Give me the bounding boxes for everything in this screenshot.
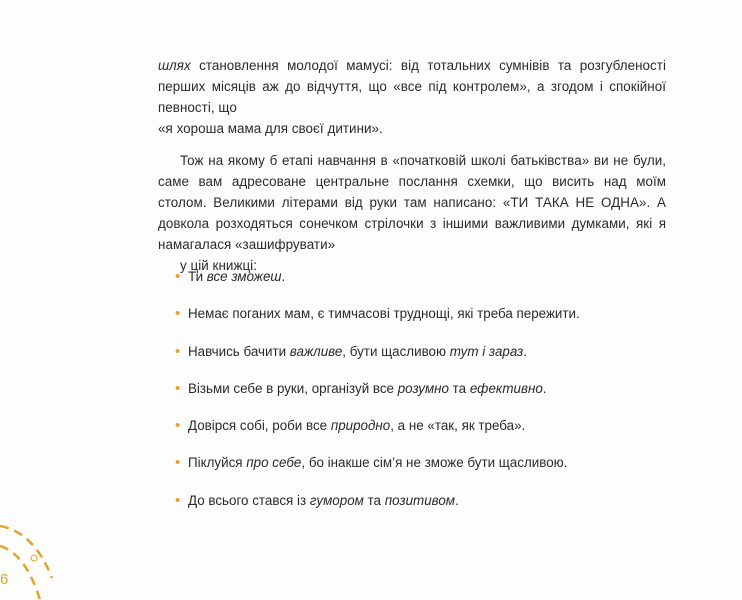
bullet-emphasis: все зможеш [206, 269, 282, 284]
bullet-dot-icon: • [175, 417, 181, 435]
bullet-text: , а не «так, як треба». [390, 418, 526, 434]
bullet-dot-icon: • [175, 342, 181, 360]
bullet-text: Довірся собі, роби все [188, 418, 331, 434]
bullet-item [175, 378, 655, 399]
bullet-item [175, 303, 655, 324]
bullet-emphasis: гумором [309, 492, 364, 508]
bullet-emphasis: важливе [289, 343, 343, 359]
corner-decoration-icon [0, 518, 60, 600]
bullet-text: . [523, 343, 527, 359]
bullet-item [175, 452, 655, 473]
bullet-item [175, 266, 655, 287]
bullet-emphasis: розумно [397, 380, 449, 396]
paragraph-1 [158, 55, 666, 139]
bullet-emphasis: ефективно [469, 380, 543, 396]
paragraph-2-text: Тож на якому б етапі навчання в «початковій школі батьківства» ви не були, саме вам адресоване центральне послання схемки, що висить над моїм столом. Великими літерами від руки там написано: «ТИ ТАКА НЕ ОДНА». А довкола розходяться сонечком стрілочки з іншими важливими думками, які я намагалася «зашифрувати» [158, 153, 666, 252]
bullet-dot-icon: • [175, 305, 181, 323]
bullet-emphasis: природно [330, 418, 391, 434]
bullet-text: До всього стався із [188, 492, 310, 508]
paragraph-1-lead: шлях [158, 58, 191, 73]
page-number: 6 [0, 571, 9, 588]
bullet-item [175, 490, 655, 511]
paragraph-1-text: становлення молодої мамусі: від тотальних сумнівів та розгубленості перших місяців аж до відчуття, що «все під контролем», а згодом і спокійної певності, що [158, 58, 666, 115]
bullet-text: , бо інакше сім’я не зможе бути щасливою. [301, 455, 568, 471]
bullet-emphasis: тут і зараз [449, 343, 524, 359]
bullet-emphasis: позитивом [384, 492, 455, 508]
bullet-text: Немає поганих мам, є тимчасові труднощі, які треба пережити. [188, 306, 580, 322]
bullet-text: та [448, 380, 470, 396]
bullet-text: . [454, 492, 459, 508]
bullet-text: Візьми себе в руки, організуй все [188, 380, 398, 396]
bullet-item [175, 341, 655, 362]
bullet-list [175, 266, 655, 527]
paragraph-1-last-line: «я хороша мама для своєї дитини». [158, 121, 383, 136]
bullet-text: та [363, 492, 385, 508]
bullet-text: Піклуйся [188, 455, 247, 471]
bullet-text: Навчись бачити [188, 343, 290, 359]
bullet-emphasis: про себе [246, 455, 302, 471]
bullet-text: . [542, 380, 547, 396]
bullet-text: Ти [188, 269, 207, 284]
paragraph-2 [158, 150, 666, 276]
paragraph-2-last-line: у цій книжці: [180, 258, 257, 273]
bullet-dot-icon: • [175, 379, 181, 397]
bullet-dot-icon: • [175, 454, 181, 472]
bullet-text: , бути щасливою [342, 343, 450, 359]
bullet-text: . [281, 269, 286, 284]
bullet-item [175, 415, 655, 436]
bullet-dot-icon: • [175, 268, 181, 285]
bullet-dot-icon: • [175, 491, 181, 509]
